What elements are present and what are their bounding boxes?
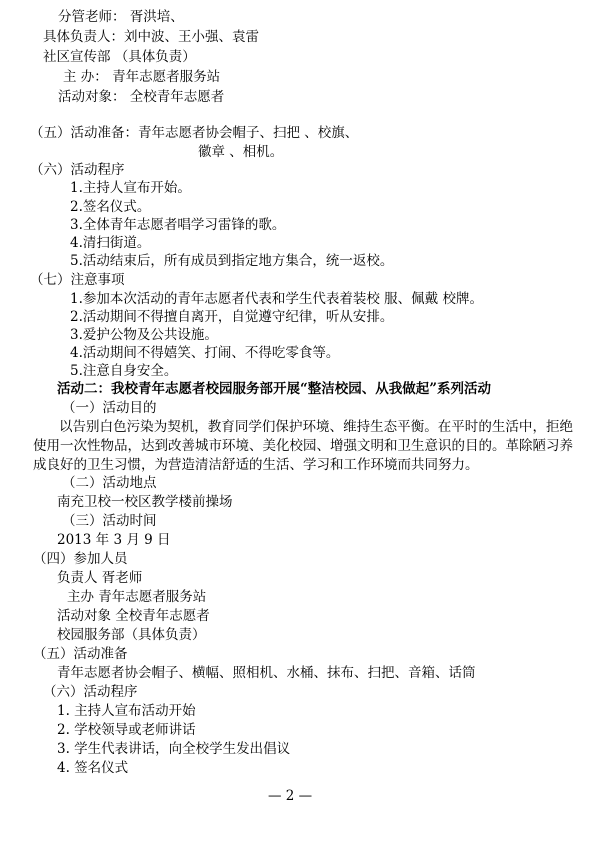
text-line: 社区宣传部 （具体负责） — [43, 49, 196, 65]
list-item: 4. 签名仪式 — [57, 760, 129, 776]
list-item: 1.主持人宣布开始。 — [70, 180, 191, 196]
text-line: 活动对象 全校青年志愿者 — [57, 608, 210, 624]
list-item: 5.活动结束后，所有成员到指定地方集合，统一返校。 — [70, 253, 394, 269]
section-heading: （一）活动目的 — [62, 400, 157, 416]
section-heading: （六）活动程序 — [30, 162, 125, 178]
activity-title: 活动二：我校青年志愿者校园服务部开展“整洁校园、从我做起”系列活动 — [57, 381, 492, 397]
list-item: 4.活动期间不得嬉笑、打闹、不得吃零食等。 — [70, 345, 340, 361]
section-heading: （二）活动地点 — [62, 475, 157, 491]
text-line: 南充卫校一校区教学楼前操场 — [57, 494, 233, 510]
text-line: 主办 青年志愿者服务站 — [67, 589, 207, 605]
list-item: 2.签名仪式。 — [70, 199, 151, 215]
text-line: 校园服务部（具体负责） — [57, 627, 206, 643]
text-line: 分管老师： 胥洪培、 — [58, 9, 184, 25]
text-line: 徽章 、相机。 — [198, 144, 284, 160]
text-line: 主 办： 青年志愿者服务站 — [63, 69, 221, 85]
list-item: 1. 主持人宣布活动开始 — [57, 703, 196, 719]
list-item: 3.全体青年志愿者唱学习雷锋的歌。 — [70, 217, 286, 233]
list-item: 3.爱护公物及公共设施。 — [70, 327, 218, 343]
paragraph: 以告别白色污染为契机，教育同学们保护环境、维持生态平衡。在平时的生活中，拒绝使用一次性物品，达到改善城市环境、美化校园、增强文明和卫生意识的目的。革除陋习养成良好的卫生习惯，为营造清洁舒适的生活、学习和工作环境而共同努力。 — [33, 419, 573, 473]
section-heading: （三）活动时间 — [62, 513, 157, 529]
list-item: 1.参加本次活动的青年志愿者代表和学生代表着装校 服、佩戴 校牌。 — [70, 291, 483, 307]
text-line: 青年志愿者协会帽子、横幅、照相机、水桶、抹布、扫把、音箱、话筒 — [57, 665, 476, 681]
date-text: 2013 年 3 月 9 日 — [57, 532, 171, 548]
section-heading: （五）活动准备 — [33, 646, 128, 662]
section-heading: （六）活动程序 — [43, 684, 138, 700]
page-number: — 2 — — [268, 788, 313, 804]
text-line: 负责人 胥老师 — [57, 570, 143, 586]
list-item: 2. 学校领导或老师讲话 — [57, 722, 196, 738]
section-heading: （四）参加人员 — [33, 551, 128, 567]
list-item: 4.清扫街道。 — [70, 235, 151, 251]
section-heading: （五）活动准备：青年志愿者协会帽子、扫把 、校旗、 — [30, 125, 359, 141]
text-line: 具体负责人：刘中波、王小强、袁雷 — [43, 29, 259, 45]
list-item: 5.注意自身安全。 — [70, 363, 178, 379]
text-line: 活动对象： 全校青年志愿者 — [58, 89, 225, 105]
section-heading: （七）注意事项 — [30, 272, 125, 288]
list-item: 2.活动期间不得擅自离开，自觉遵守纪律，听从安排。 — [70, 309, 394, 325]
list-item: 3. 学生代表讲话，向全校学生发出倡议 — [57, 741, 291, 757]
